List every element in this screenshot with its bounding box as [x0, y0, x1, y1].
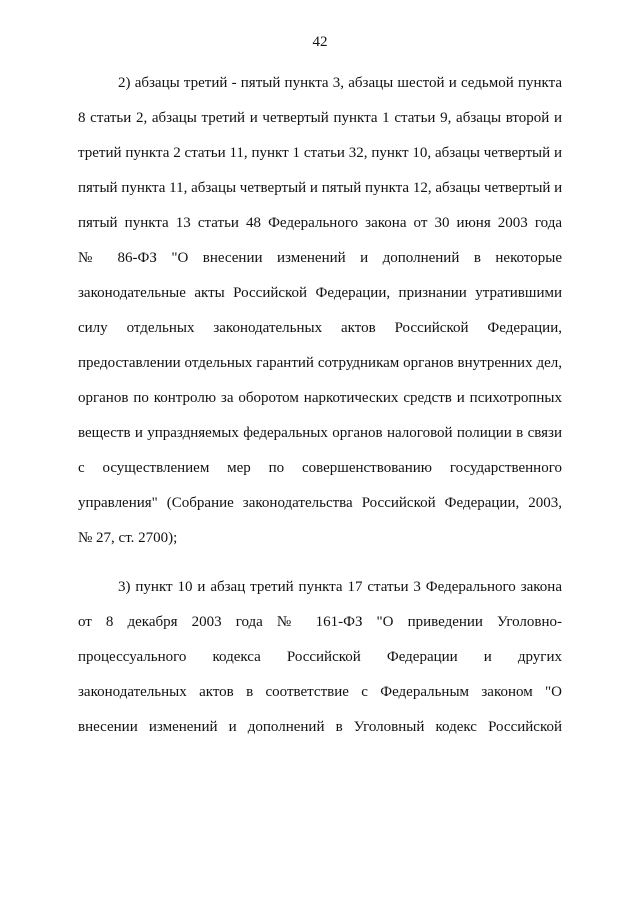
text-line: предоставлении отдельных гарантий сотрудникам органов внутренних дел, [78, 355, 562, 371]
text-line: законодательных актов в соответствие с Федеральным законом "О [78, 684, 562, 700]
text-line: № 86-ФЗ "О внесении изменений и дополнений в некоторые [78, 250, 562, 266]
text-line: процессуального кодекса Российской Федерации и других [78, 649, 562, 665]
document-body [78, 66, 562, 745]
text-line: третий пункта 2 статьи 11, пункт 1 статьи 32, пункт 10, абзацы четвертый и [78, 145, 562, 161]
text-line: силу отдельных законодательных актов Российской Федерации, [78, 320, 562, 336]
text-line: управления" (Собрание законодательства Российской Федерации, 2003, [78, 495, 562, 511]
page-number: 42 [312, 34, 328, 50]
paragraph-item-2 [78, 66, 562, 556]
text-line: пятый пункта 13 статьи 48 Федерального закона от 30 июня 2003 года [78, 215, 562, 231]
text-line: от 8 декабря 2003 года № 161-ФЗ "О приведении Уголовно- [78, 614, 562, 630]
text-line: веществ и упраздняемых федеральных органов налоговой полиции в связи [78, 425, 562, 441]
text-line: 2) абзацы третий - пятый пункта 3, абзацы шестой и седьмой пункта [118, 75, 562, 91]
paragraph-item-3 [78, 570, 562, 745]
text-line: 8 статьи 2, абзацы третий и четвертый пункта 1 статьи 9, абзацы второй и [78, 110, 562, 126]
text-line: органов по контролю за оборотом наркотических средств и психотропных [78, 390, 562, 406]
text-line: № 27, ст. 2700); [78, 530, 178, 546]
text-line: законодательные акты Российской Федерации, признании утратившими [78, 285, 562, 301]
text-line: внесении изменений и дополнений в Уголовный кодекс Российской [78, 719, 562, 735]
text-line: пятый пункта 11, абзацы четвертый и пятый пункта 12, абзацы четвертый и [78, 180, 563, 196]
text-line: 3) пункт 10 и абзац третий пункта 17 статьи 3 Федерального закона [118, 579, 562, 595]
text-line: с осуществлением мер по совершенствованию государственного [78, 460, 562, 476]
paragraph-gap [78, 556, 562, 570]
